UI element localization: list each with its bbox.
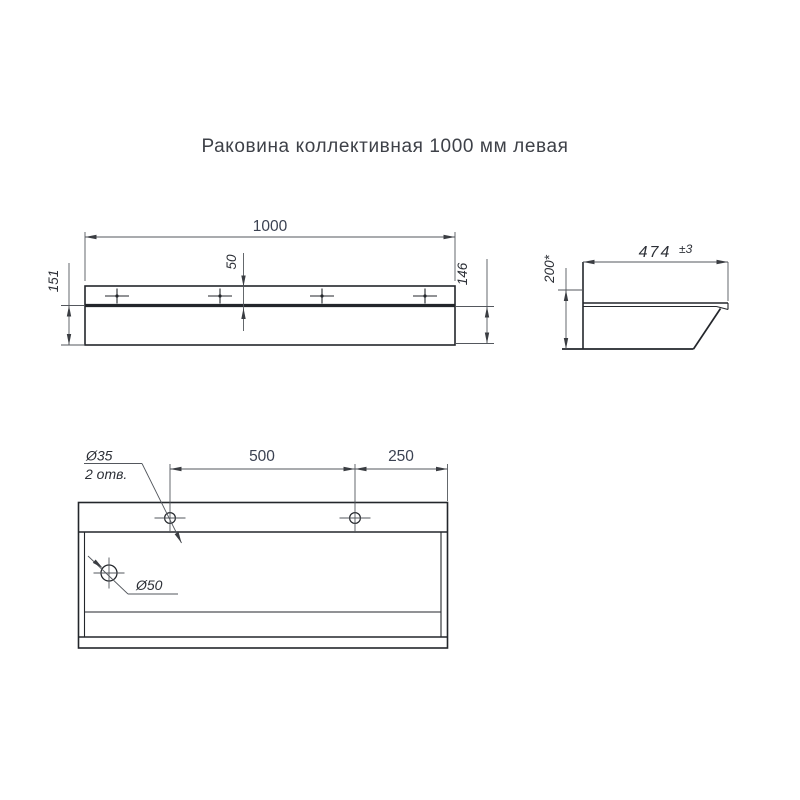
dimension-height-left — [46, 263, 84, 345]
arrowhead — [241, 308, 245, 319]
dim-height-left-value: 151 — [46, 269, 61, 293]
arrowhead — [241, 276, 245, 287]
arrowhead — [444, 235, 456, 240]
dimension-side-height — [542, 254, 583, 349]
mounting-mark — [208, 289, 232, 304]
arrowhead — [564, 338, 568, 349]
dim-side-height-value: 200* — [542, 255, 557, 283]
dimension-depth — [583, 242, 728, 301]
arrowhead — [170, 467, 182, 472]
drawing-title: Раковина коллективная 1000 мм левая — [201, 136, 569, 157]
bottom-view — [79, 448, 448, 649]
mounting-mark — [310, 289, 334, 304]
dim-rim-value: 50 — [224, 254, 239, 270]
dim-hole-to-edge-value: 250 — [388, 448, 414, 465]
dimension-rim-height — [224, 253, 246, 331]
note-tap-holes — [84, 448, 182, 544]
dimension-height-right — [455, 259, 494, 344]
arrowhead — [67, 306, 71, 317]
dimension-overall-width — [85, 218, 455, 281]
arrowhead — [564, 290, 568, 301]
drain-hole — [94, 558, 125, 589]
drain-diameter: Ø50 — [136, 577, 163, 593]
plan-outline — [79, 503, 448, 649]
arrowhead — [485, 333, 489, 344]
dim-depth-value: 474 — [638, 244, 672, 261]
arrowhead — [175, 532, 182, 543]
arrowhead — [583, 260, 595, 265]
dimension-hole-positions — [170, 448, 448, 533]
tap-hole-quantity: 2 отв. — [85, 466, 128, 482]
arrowhead — [485, 307, 489, 318]
arrowhead — [436, 467, 448, 472]
mounting-mark — [413, 289, 437, 304]
side-sloped-front — [694, 309, 721, 350]
arrowhead — [85, 235, 97, 240]
dim-height-right-value: 146 — [455, 262, 470, 286]
dim-width-value: 1000 — [252, 218, 288, 235]
front-outline — [85, 286, 455, 345]
arrowhead — [355, 467, 367, 472]
tap-hole-diameter: Ø35 — [86, 447, 113, 464]
front-view — [46, 218, 494, 345]
dim-hole-spacing-value: 500 — [249, 448, 275, 465]
side-view — [542, 242, 728, 349]
dim-depth-tolerance: ±3 — [679, 242, 693, 256]
arrowhead — [344, 467, 356, 472]
arrowhead — [67, 334, 71, 345]
arrowhead — [717, 260, 729, 265]
arrowhead — [93, 560, 103, 569]
side-lip-step — [717, 307, 729, 310]
mounting-mark — [105, 289, 129, 304]
